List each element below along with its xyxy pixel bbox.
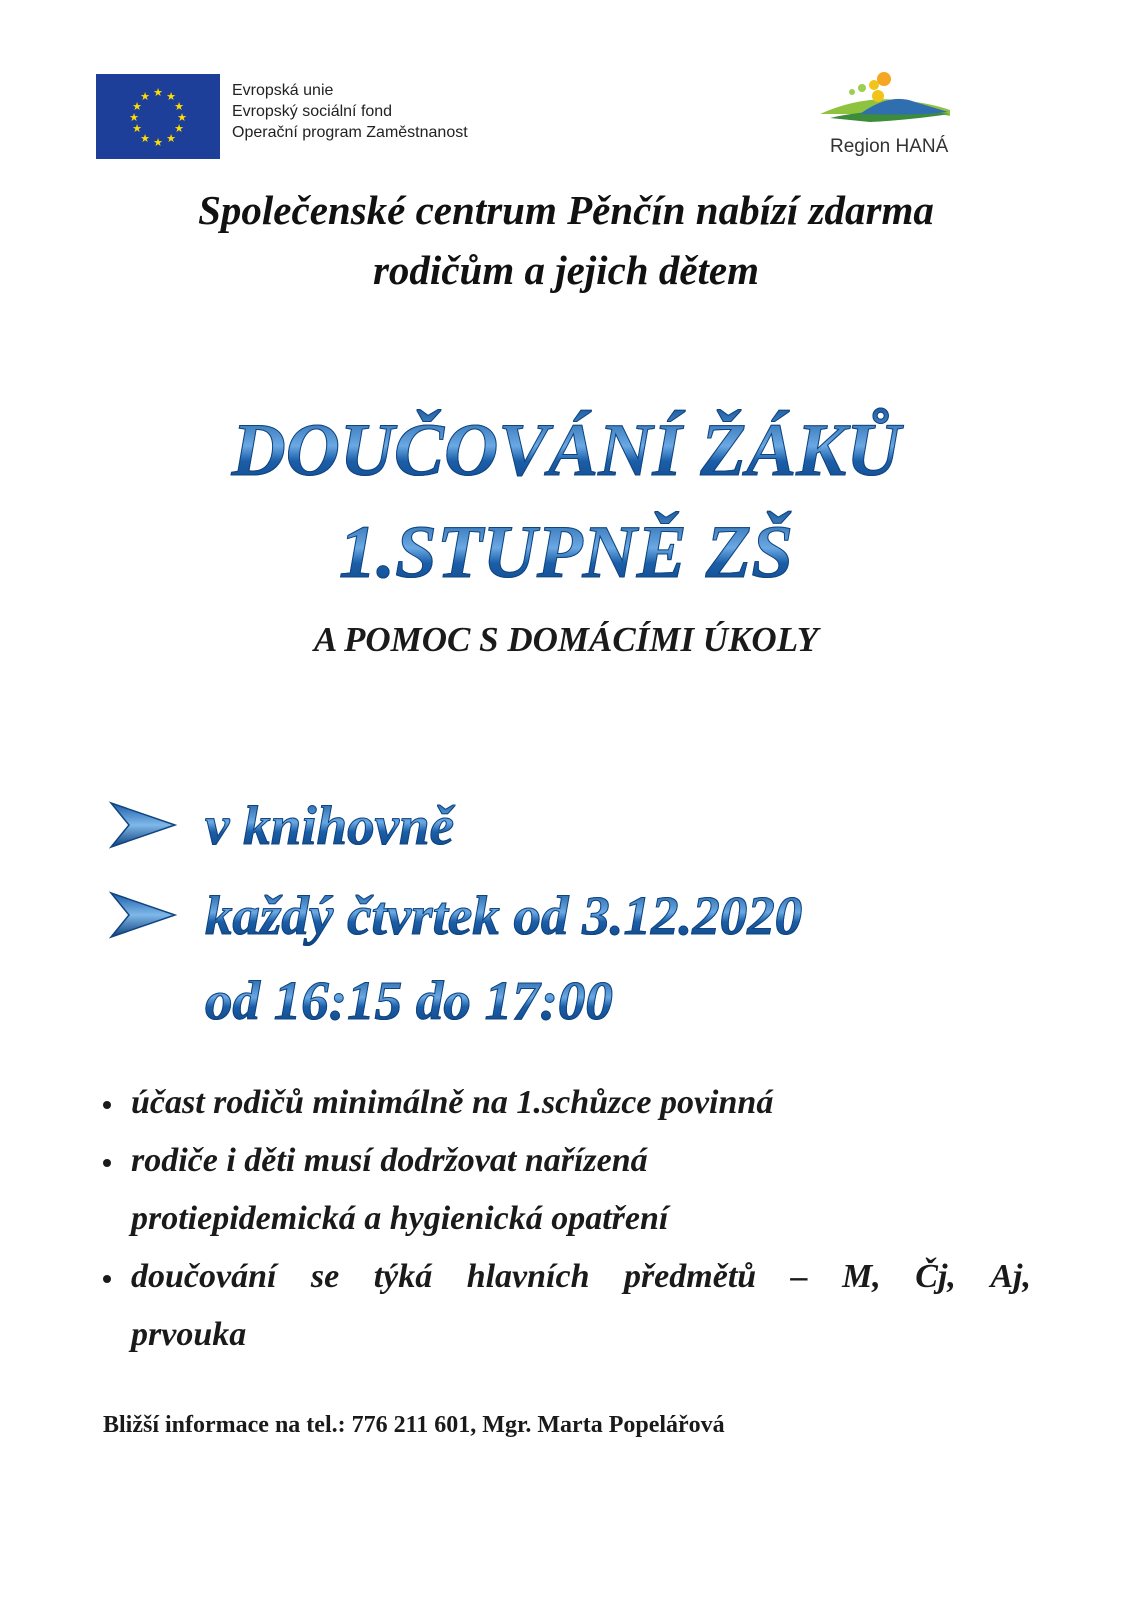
headline-line: Společenské centrum Pěnčín nabízí zdarma bbox=[198, 187, 934, 233]
note-word: předmětů bbox=[623, 1258, 757, 1295]
svg-text:★: ★ bbox=[177, 112, 187, 124]
eu-logo bbox=[96, 74, 468, 159]
note-text-continued: protiepidemická a hygienická opatření bbox=[131, 1200, 669, 1237]
schedule-day: každý čtvrtek od 3.12.2020 bbox=[205, 884, 803, 946]
eu-line: Evropský sociální fond bbox=[232, 103, 393, 120]
arrowhead-icon bbox=[105, 885, 185, 945]
bullet-icon bbox=[103, 1275, 111, 1283]
svg-text:★: ★ bbox=[140, 91, 150, 103]
note-word: Aj, bbox=[990, 1258, 1031, 1295]
svg-text:★: ★ bbox=[132, 101, 142, 113]
note-text: účast rodičů minimálně na 1.schůzce povinná bbox=[131, 1084, 774, 1121]
schedule-time: od 16:15 do 17:00 bbox=[205, 969, 613, 1031]
note-word: hlavních bbox=[466, 1258, 590, 1295]
note-word: se bbox=[310, 1258, 340, 1295]
region-label: Region HANÁ bbox=[830, 136, 949, 157]
eu-text bbox=[232, 74, 468, 143]
svg-text:★: ★ bbox=[153, 87, 163, 99]
svg-text:★: ★ bbox=[140, 133, 150, 145]
note-word: týká bbox=[373, 1258, 433, 1295]
eu-line: Operační program Zaměstnanost bbox=[232, 124, 468, 141]
schedule-list bbox=[105, 780, 802, 1040]
schedule-time-row bbox=[205, 960, 802, 1040]
arrowhead-icon bbox=[105, 795, 185, 855]
contact-info: Bližší informace na tel.: 776 211 601, Mgr. Marta Popelářová bbox=[103, 1412, 725, 1438]
note-text: rodiče i děti musí dodržovat nařízená bbox=[131, 1142, 648, 1179]
note-word: doučování bbox=[131, 1258, 277, 1295]
schedule-place: v knihovně bbox=[205, 794, 455, 856]
svg-text:★: ★ bbox=[153, 137, 163, 149]
note-word: Čj, bbox=[915, 1258, 956, 1295]
region-hana-logo bbox=[820, 70, 970, 165]
main-title bbox=[0, 400, 1132, 604]
eu-flag-icon bbox=[96, 74, 220, 159]
notes-list bbox=[103, 1074, 1053, 1364]
bullet-icon bbox=[103, 1159, 111, 1167]
schedule-item bbox=[105, 780, 802, 870]
headline bbox=[0, 180, 1132, 300]
list-item bbox=[103, 1248, 1053, 1306]
main-title-line: 1.STUPNĚ ZŠ bbox=[0, 502, 1132, 604]
svg-text:★: ★ bbox=[129, 112, 139, 124]
note-text-continued: prvouka bbox=[131, 1316, 247, 1353]
note-word: M, bbox=[842, 1258, 881, 1295]
main-title-line: DOUČOVÁNÍ ŽÁKŮ bbox=[0, 400, 1132, 502]
note-text bbox=[131, 1248, 1031, 1306]
svg-text:★: ★ bbox=[132, 123, 142, 135]
subtitle: A POMOC S DOMÁCÍMI ÚKOLY bbox=[313, 620, 819, 659]
list-item bbox=[103, 1074, 1053, 1132]
svg-text:★: ★ bbox=[166, 91, 176, 103]
svg-text:★: ★ bbox=[166, 133, 176, 145]
schedule-item bbox=[105, 870, 802, 960]
bullet-icon bbox=[103, 1101, 111, 1109]
svg-text:★: ★ bbox=[174, 123, 184, 135]
eu-line: Evropská unie bbox=[232, 82, 334, 99]
list-item bbox=[103, 1132, 1053, 1190]
headline-line: rodičům a jejich dětem bbox=[372, 247, 760, 293]
svg-text:★: ★ bbox=[174, 101, 184, 113]
note-word: – bbox=[790, 1258, 808, 1295]
